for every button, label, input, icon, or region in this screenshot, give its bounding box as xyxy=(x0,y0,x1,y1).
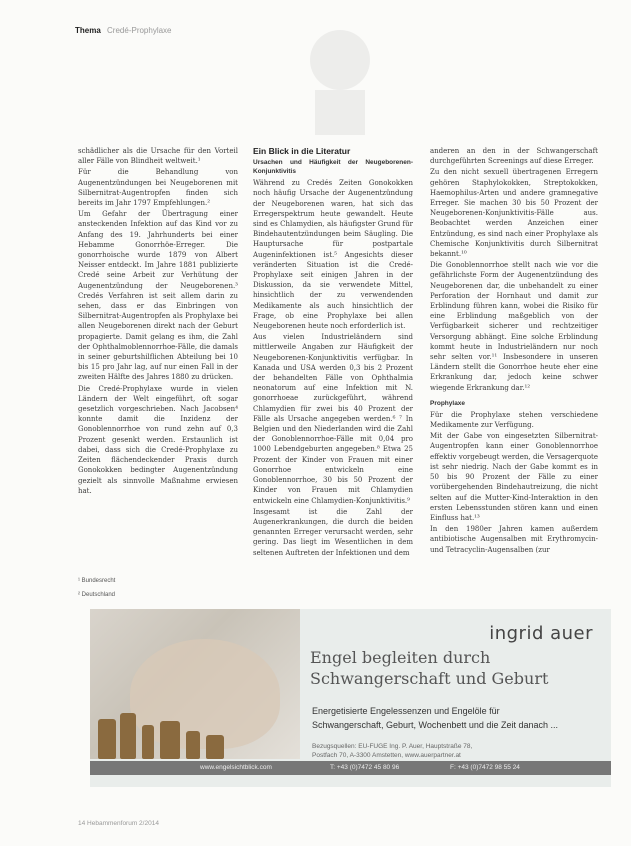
section-heading: Ein Blick in die Literatur xyxy=(253,146,351,156)
watermark-emblem xyxy=(290,20,390,140)
ad-photo xyxy=(90,609,300,759)
paragraph: Mit der Gabe von eingesetzten Silbernitrat-Augentropfen kann einer Gonoblennorrhoe effektiv vorgebeugt werden, die Versagerquote ist sehr niedrig. Nach der Gabe kommt es in 50 bis 90 Prozent der Fälle zu einer vorübergehenden Bindehautreizung, die nicht selten auf die Mutter-Kind-Interaktion in den ersten Lebensstunden stören kann und einen Einfluss hat.¹³ xyxy=(430,432,598,522)
ad-subtitle xyxy=(312,704,558,732)
paragraph: schädlicher als die Ursache für den Vorteil aller Fälle von Blindheit weltweit.¹ xyxy=(78,147,238,166)
ad-contact xyxy=(312,742,472,760)
ad-contact-line: Postfach 70, A-3300 Amstetten, www.auerpartner.at xyxy=(312,752,461,759)
paragraph: Für die Prophylaxe stehen verschiedene Medikamente zur Verfügung. xyxy=(430,410,598,430)
section-heading-prophylaxe: Prophylaxe xyxy=(430,399,466,407)
paragraph: Aus vielen Industrieländern sind mittlerweile Angaben zur Häufigkeit der Neugeborenen-Konjunktivitis verfügbar. In Kanada und USA werden 0,3 bis 2 Prozent der behandelten Fälle von Ophthalmia neonatorum auf eine Infektion mit N. gonorrhoeae zurückgeführt, während Chlamydien für zwei bis 40 Prozent der Fälle als Ursache angegeben werden.⁶ ⁷ In Belgien und den Niederlanden wird die Zahl der Gonoblennorrhoe-Fälle mit 0,04 pro 1000 Lebendgeburten angegeben.⁸ Etwa 25 Prozent der Kinder von Frauen mit einer Gonorrhoe entwickeln eine Gonoblennorrhoe, 30 bis 50 Prozent der Kinder von Frauen mit Chlamydien entwickeln eine Chlamydien-Konjunktivitis.⁹ xyxy=(253,333,413,505)
section-label: Thema xyxy=(75,26,101,35)
section-topic: Credé-Prophylaxe xyxy=(107,26,172,35)
section-subheading: Ursachen und Häufigkeit der Neugeborenen-Konjunktivitis xyxy=(253,159,413,176)
page-footer: 14 Hebammenforum 2/2014 xyxy=(78,820,159,827)
ad-contact-bar xyxy=(90,761,611,775)
ad-phone: T: +43 (0)7472 45 80 96 xyxy=(330,764,400,771)
text-column-2 xyxy=(253,146,413,559)
paragraph: In den 1980er Jahren kamen außerdem antibiotische Augensalben mit Erythromycin- und Tetracyclin-Augensalben (zur xyxy=(430,525,598,554)
paragraph: Die Gonoblennorrhoe stellt nach wie vor die gefährlichste Form der Augenentzündung des Neugeborenen dar, die unbehandelt zu einer Perforation der Hornhaut und damit zur Erblindung führen kann, wobei die Risiko für eine Erblindung maßgeblich von der Verfügbarkeit sicherer und rechtzeitiger Versorgung abhängt. Eine solche Erblindung kommt heute in Industrieländern nur noch sehr selten vor.¹¹ Insbesondere in unseren Ländern stellt die Gonorrhoe heute eher eine Erkrankung dar, jedoch keine schwer wiegende Erkrankung dar.¹² xyxy=(430,261,598,392)
product-bottles-image xyxy=(90,701,300,759)
paragraph: anderen an den in der Schwangerschaft durchgeführten Screenings auf diese Erreger. xyxy=(430,147,598,166)
ad-contact-line: Bezugsquellen: EU-FUGE Ing. P. Auer, Hauptstraße 78, xyxy=(312,743,473,750)
ad-fax: F: +43 (0)7472 98 55 24 xyxy=(450,764,520,771)
ad-subtitle-line: Energetisierte Engelessenzen und Engelöle für xyxy=(312,706,500,716)
advertisement[interactable] xyxy=(90,609,611,787)
ad-brand-logo: ingrid auer xyxy=(489,623,593,644)
paragraph: Die Credé-Prophylaxe wurde in vielen Ländern der Welt eingeführt, oft sogar gesetzlich vorgeschrieben. Nach Jacobsen⁴ konnte damit die Inzidenz der Gonoblennorrhoe von rund zehn auf 0,3 Prozent gesenkt werden. Erstaunlich ist dabei, dass sich die Credé-Prophylaxe zu Zeiten flächendeckender Praxis durch Gonokokken bedingter Augenentzündung gezielt als sinnvolle Maßnahme erwiesen hat. xyxy=(78,384,238,495)
ad-headline-line: Schwangerschaft und Geburt xyxy=(310,669,549,688)
footnote: ² Deutschland xyxy=(78,592,116,598)
text-column-1 xyxy=(78,146,238,497)
ad-headline xyxy=(310,647,548,689)
paragraph: Während zu Credés Zeiten Gonokokken noch häufig Ursache der Augenentzündung der Neugeborenen waren, hat sich das Erregerspektrum heute gewandelt. Heute sind es Chlamydien, als häufigster Grund für Bindehautentzündungen beim Säugling. Die Hauptursache für postpartale Augeninfektionen ist.⁵ Angesichts dieser veränderten Situation ist die Credé-Prophylaxe seit einigen Jahren in der Diskussion, da sie verwendete Mittel, hinsichtlich der zu verwendenden Medikamente als auch hinsichtlich der Frage, ob eine Prophylaxe bei allen Neugeborenen heute noch erforderlich ist. xyxy=(253,179,413,331)
page-header xyxy=(75,26,172,35)
ad-headline-line: Engel begleiten durch xyxy=(310,648,491,667)
text-column-3 xyxy=(430,146,598,556)
ad-subtitle-line: Schwangerschaft, Geburt, Wochenbett und die Zeit danach ... xyxy=(312,720,558,730)
footnote: ¹ Bundesrecht xyxy=(78,578,116,584)
ad-website-link[interactable]: www.engelsichtblick.com xyxy=(200,764,272,771)
paragraph: Zu den nicht sexuell übertragenen Erregern gehören Staphylokokken, Streptokokken, Haemophilus-Arten und andere gramnegative Erreger. Sie machen 30 bis 50 Prozent der Neugeborenen-Konjunktivitis-Fälle aus. Beobachtet werden Anzeichen einer Entzündung, es sind nach einer Prophylaxe als Chemische Konjunktivitis durch Silbernitrat bekannt.¹⁰ xyxy=(430,168,598,259)
footnotes xyxy=(78,574,115,602)
paragraph: Für die Behandlung von Augenentzündungen bei Neugeborenen mit Silbernitrat-Augentropfen finden sich bereits im Jahr 1797 Empfehlungen.² xyxy=(78,168,238,208)
paragraph: Insgesamt ist die Zahl der Augenerkrankungen, die durch die beiden genannten Erreger verursacht werden, sehr gering. Das liegt im Wesentlichen in dem seltenen Auftreten der Infektionen und dem xyxy=(253,507,413,557)
paragraph: Um Gefahr der Übertragung einer ansteckenden Infektion auf das Kind vor zu Anfang des 19. Jahrhunderts bei einer Hebamme Gonorrhöe-Erreger. Die gonorrhoische wurde 1879 von Albert Neisser entdeckt. Im Jahre 1881 publizierte Credé seine Arbeit zur Verhütung der Augenentzündung der Neugeborenen.³ Credés Verfahren ist seit allem darin zu sehen, dass er das Einbringen von Silbernitrat-Augentropfen als Prophylaxe bei allen Neugeborenen direkt nach der Geburt propagierte. Damit gelang es ihm, die Zahl der Ophthalmoblennorrhoe-Fälle, die damals in seiner geburtshilflichen Abteilung bei 10 bis 15 pro Jahr lag, auf nur einen Fall in der zweiten Hälfte des Jahres 1880 zu drücken. xyxy=(78,210,238,382)
